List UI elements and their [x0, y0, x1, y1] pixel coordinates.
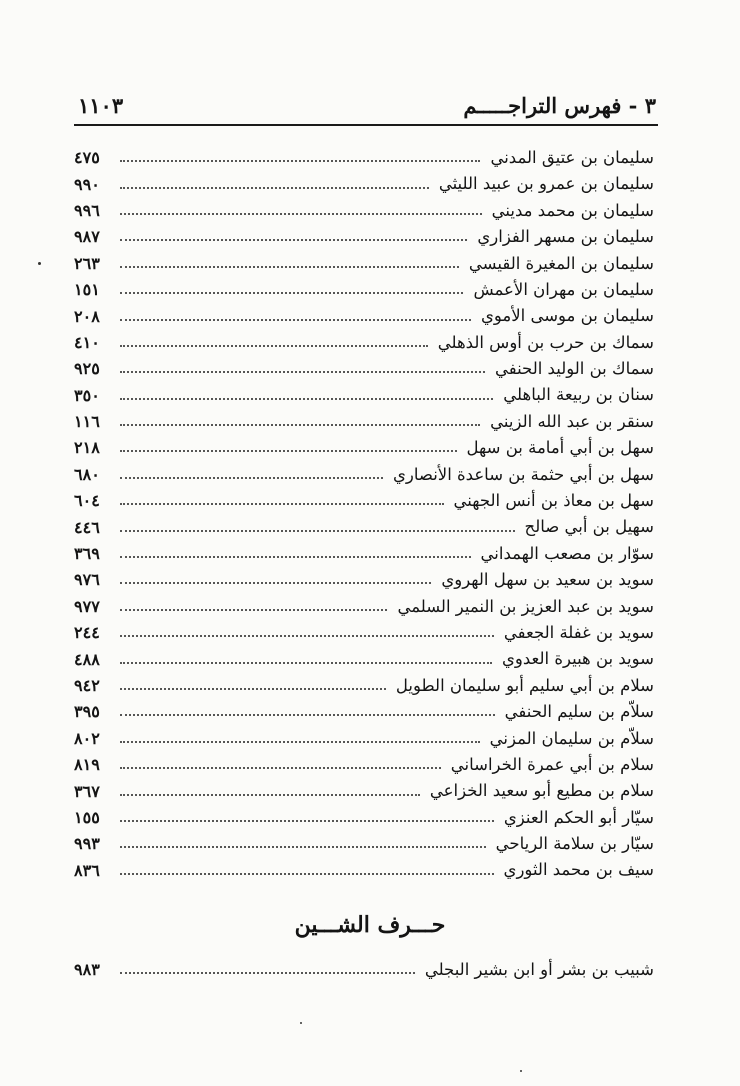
index-entry	[74, 699, 654, 725]
dot-leader	[120, 150, 480, 162]
index-entry	[74, 383, 654, 409]
index-entry	[74, 594, 654, 620]
entry-page-number: ١٥١	[74, 280, 100, 300]
entry-page-number: ٩٢٥	[74, 359, 100, 379]
running-title: ٣ - فهرس التراجـــــم	[463, 92, 656, 118]
entry-page-number: ٣٥٠	[74, 385, 100, 405]
index-entry	[74, 752, 654, 778]
index-entry	[74, 957, 654, 983]
index-entry	[74, 831, 654, 857]
dot-leader	[120, 572, 431, 584]
page-header	[78, 88, 656, 122]
dot-leader	[120, 836, 486, 848]
dot-leader	[120, 414, 480, 426]
dot-leader	[120, 757, 441, 769]
index-entry	[74, 646, 654, 672]
dot-leader	[120, 282, 463, 294]
index-entry	[74, 673, 654, 699]
entry-page-number: ٣٩٥	[74, 702, 100, 722]
entry-page-number: ٣٦٧	[74, 781, 100, 801]
entry-name: سليمان بن المغيرة القيسي	[468, 253, 654, 273]
index-entries-shin	[74, 957, 654, 983]
index-entry	[74, 488, 654, 514]
index-entry	[74, 462, 654, 488]
entry-name: سماك بن الوليد الحنفي	[494, 359, 654, 379]
entry-page-number: ٩٧٦	[74, 570, 100, 590]
index-entry	[74, 409, 654, 435]
entry-name: سيّار أبو الحكم العنزي	[503, 807, 654, 827]
entry-name: سليمان بن عمرو بن عبيد الليثي	[438, 174, 654, 194]
index-entry	[74, 541, 654, 567]
entry-name: سلام بن مطيع أبو سعيد الخزاعي	[429, 781, 654, 801]
index-entry	[74, 567, 654, 593]
dot-leader	[120, 335, 428, 347]
entry-page-number: ٩٤٢	[74, 676, 100, 695]
entry-page-number: ٩٩٣	[74, 834, 100, 854]
index-entry	[74, 224, 654, 250]
entry-page-number: ٣٦٩	[74, 544, 100, 564]
dot-leader	[120, 625, 494, 637]
index-entry	[74, 330, 654, 356]
entry-page-number: ١١٦	[74, 412, 100, 432]
entry-name: سويد بن عبد العزيز بن النمير السلمي	[397, 596, 654, 616]
entry-page-number: ٢٠٨	[74, 306, 100, 326]
entry-name: سهل بن أبي حثمة بن ساعدة الأنصاري	[392, 464, 654, 484]
entry-name: سنقر بن عبد الله الزيني	[490, 411, 654, 431]
dot-leader	[120, 731, 480, 743]
index-entry	[74, 145, 654, 171]
entry-name: سويد بن غفلة الجعفي	[503, 622, 654, 642]
index-entry	[74, 303, 654, 329]
entry-name: سيّار بن سلامة الرياحي	[495, 834, 654, 854]
section-heading-text: حـــرف الشـــين	[294, 912, 446, 938]
entry-page-number: ٩٩٦	[74, 200, 100, 220]
entry-page-number: ١٥٥	[74, 807, 100, 827]
dot-leader	[120, 467, 383, 479]
dot-leader	[120, 177, 429, 189]
entry-name: سوّار بن مصعب الهمداني	[480, 543, 654, 563]
section-heading	[0, 912, 740, 938]
entry-name: سنان بن ربيعة الباهلي	[503, 385, 654, 405]
entry-page-number: ٢١٨	[74, 438, 100, 458]
index-entry	[74, 171, 654, 197]
dot-leader	[120, 520, 515, 532]
entry-name: سليمان بن مسهر الفزاري	[477, 227, 654, 247]
dot-leader	[120, 704, 495, 716]
entry-page-number: ٦٠٤	[74, 491, 100, 511]
index-entry	[74, 198, 654, 224]
entry-name: سماك بن حرب بن أوس الذهلي	[437, 332, 654, 352]
entry-page-number: ٩٩٠	[74, 174, 100, 194]
entry-page-number: ٢٦٣	[74, 253, 100, 273]
entry-page-number: ٢٤٤	[74, 623, 100, 643]
entry-page-number: ٨٣٦	[74, 860, 100, 880]
index-entry	[74, 726, 654, 752]
index-entry	[74, 858, 654, 884]
index-entry	[74, 620, 654, 646]
entry-page-number: ٩٧٧	[74, 596, 100, 616]
entry-page-number: ٩٨٧	[74, 227, 100, 247]
dot-leader	[120, 256, 459, 268]
dot-leader	[120, 361, 485, 373]
dot-leader	[120, 546, 471, 558]
entry-page-number: ٦٨٠	[74, 464, 100, 484]
entry-name: سهل بن أبي أمامة بن سهل	[466, 438, 654, 458]
dot-leader	[120, 440, 457, 452]
dot-leader	[120, 599, 387, 611]
dot-leader	[120, 388, 493, 400]
dot-leader	[120, 203, 482, 215]
entry-name: سلام بن أبي سليم أبو سليمان الطويل	[395, 675, 654, 695]
dot-leader	[120, 784, 420, 796]
entry-page-number: ٤٨٨	[74, 649, 100, 669]
entry-name: سلام بن أبي عمرة الخراساني	[450, 754, 654, 774]
entry-name: سليمان بن محمد مديني	[491, 200, 654, 220]
entry-name: سهل بن معاذ بن أنس الجهني	[453, 491, 654, 511]
entry-name: سليمان بن مهران الأعمش	[473, 279, 654, 299]
index-entry	[74, 356, 654, 382]
entry-name: سيف بن محمد الثوري	[503, 860, 654, 880]
entry-name: سليمان بن عتيق المدني	[490, 147, 654, 167]
entry-name: سليمان بن موسى الأموي	[480, 306, 654, 326]
entry-name: سلاّم بن سليم الحنفي	[504, 702, 654, 722]
scan-speck	[520, 1070, 522, 1072]
entry-page-number: ٩٨٣	[74, 960, 100, 980]
entry-page-number: ٤٧٥	[74, 148, 100, 168]
index-entries	[74, 145, 654, 884]
entry-name: شبيب بن بشر أو ابن بشير البجلي	[424, 959, 654, 979]
entry-page-number: ٤١٠	[74, 332, 100, 352]
entry-page-number: ٨٠٢	[74, 728, 100, 748]
index-entry	[74, 514, 654, 540]
dot-leader	[120, 493, 444, 505]
index-entry	[74, 251, 654, 277]
scan-speck	[38, 262, 41, 265]
scan-speck	[300, 1022, 302, 1024]
page-number: ١١٠٣	[78, 92, 124, 118]
entry-page-number: ٨١٩	[74, 755, 100, 775]
dot-leader	[120, 810, 494, 822]
index-entry	[74, 277, 654, 303]
entry-name: سهيل بن أبي صالح	[524, 517, 654, 537]
entry-name: سلاّم بن سليمان المزني	[489, 728, 654, 748]
entry-page-number: ٤٤٦	[74, 517, 100, 537]
dot-leader	[120, 309, 471, 321]
index-entry	[74, 805, 654, 831]
entry-name: سويد بن هبيرة العدوي	[501, 649, 654, 669]
dot-leader	[120, 678, 386, 690]
index-entry	[74, 435, 654, 461]
header-rule	[74, 124, 658, 126]
entry-name: سويد بن سعيد بن سهل الهروي	[441, 570, 654, 590]
dot-leader	[120, 863, 494, 875]
dot-leader	[120, 229, 467, 241]
dot-leader	[120, 652, 492, 664]
index-entry	[74, 778, 654, 804]
dot-leader	[120, 962, 415, 974]
